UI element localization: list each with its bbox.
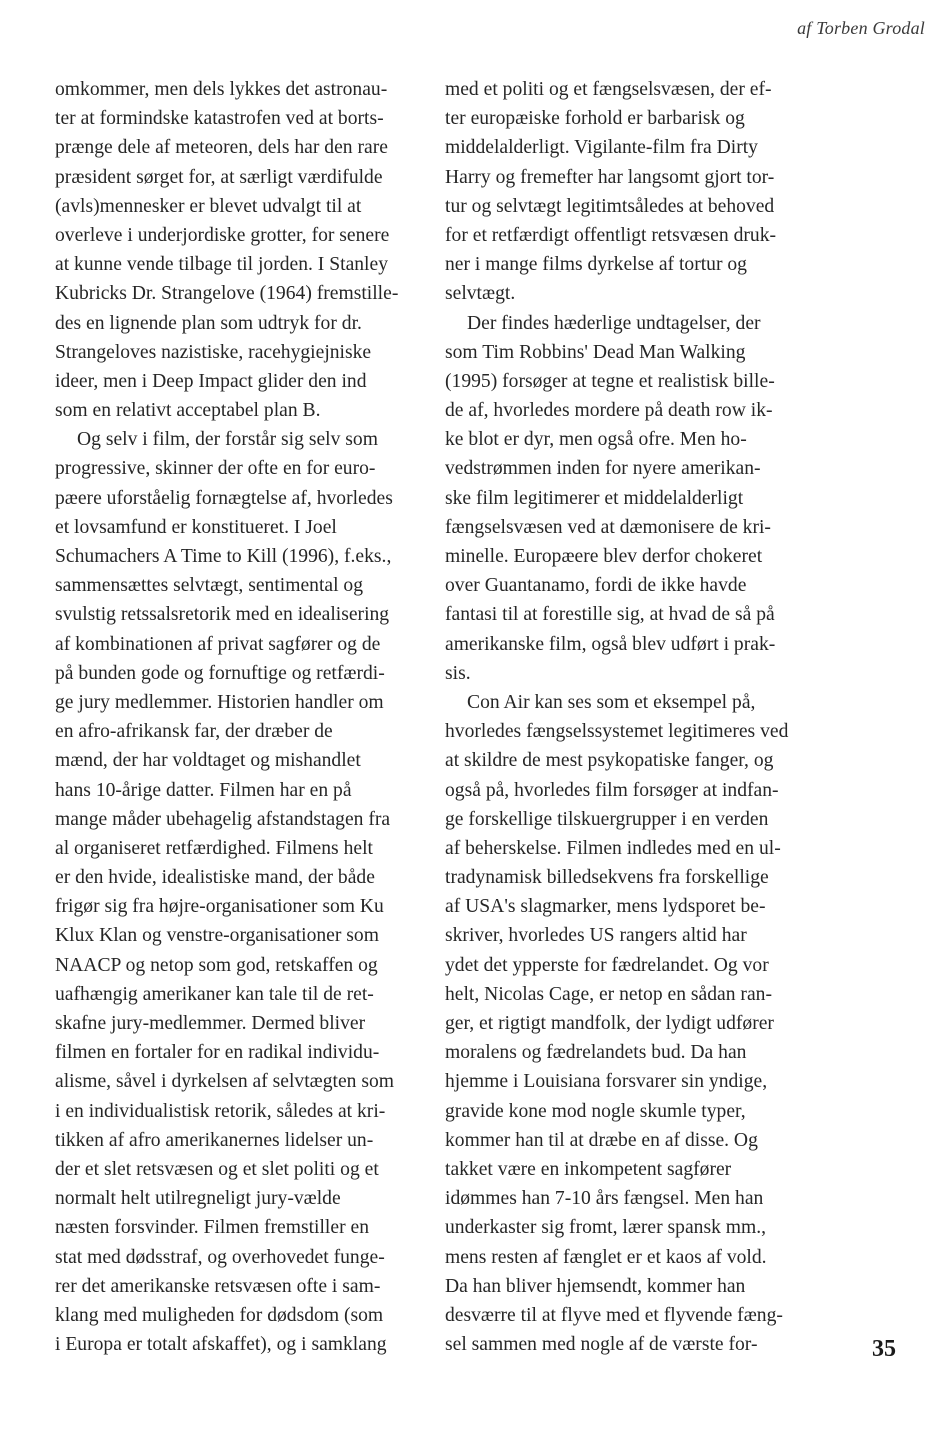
text-line: sel sammen med nogle af de værste for- (445, 1334, 758, 1356)
text-line: de af, hvorledes mordere på death row ik- (445, 400, 773, 422)
left-column (55, 75, 415, 1359)
text-line: af beherskelse. Filmen indledes med en ul- (445, 837, 781, 859)
text-line: af USA's slagmarker, mens lydsporet be- (445, 896, 766, 918)
text-line: normalt helt utilregneligt jury-vælde (55, 1188, 341, 1210)
text-line: over Guantanamo, fordi de ikke havde (445, 575, 747, 597)
text-line: al organiseret retfærdighed. Filmens helt (55, 837, 373, 859)
text-line: amerikanske film, også blev udført i prak- (445, 633, 776, 655)
text-line: Kubricks Dr. Strangelove (1964) fremstille- (55, 283, 399, 305)
text-line: tradynamisk billedsekvens fra forskellige (445, 867, 769, 889)
text-line: ter at formindske katastrofen ved at borts- (55, 108, 384, 130)
text-line: Og selv i film, der forstår sig selv som (77, 429, 378, 451)
text-line: ydet det ypperste for fædrelandet. Og vor (445, 954, 769, 976)
text-line: præsident sørget for, at særligt værdifulde (55, 166, 383, 188)
text-line: en afro-afrikansk far, der dræber de (55, 721, 333, 743)
text-line: ge forskellige tilskuergrupper i en verden (445, 808, 769, 830)
text-line: der et slet retsvæsen og et slet politi og et (55, 1158, 379, 1180)
text-line: alisme, såvel i dyrkelsen af selvtægten som (55, 1071, 395, 1093)
text-line: tur og selvtægt legitimtsåledes at behoved (445, 195, 775, 217)
text-line: NAACP og netop som god, retskaffen og (55, 954, 378, 976)
page-number: 35 (872, 1336, 896, 1362)
text-line: som Tim Robbins' Dead Man Walking (445, 341, 746, 363)
text-line: svulstig retssalsretorik med en idealisering (55, 604, 390, 626)
text-line: af kombinationen af privat sagfører og de (55, 633, 381, 655)
text-line: mænd, der har voldtaget og mishandlet (55, 750, 361, 772)
text-line: progressive, skinner der ofte en for euro- (55, 458, 376, 480)
text-line: et lovsamfund er konstitueret. I Joel (55, 516, 337, 538)
text-line: i Europa er totalt afskaffet), og i samklang (55, 1334, 387, 1356)
text-line: hvorledes fængselssystemet legitimeres ved (445, 721, 789, 743)
text-line: hans 10-årige datter. Filmen har en på (55, 779, 352, 801)
text-line: skriver, hvorledes US rangers altid har (445, 925, 747, 947)
text-line: des en lignende plan som udtryk for dr. (55, 312, 362, 334)
text-line: pæere uforståelig fornægtelse af, hvorledes (55, 487, 393, 509)
text-line: skafne jury-medlemmer. Dermed bliver (55, 1013, 366, 1034)
text-line: sammensættes selvtægt, sentimental og (55, 575, 364, 597)
text-line: Strangeloves nazistiske, racehygiejniske (55, 341, 372, 363)
text-line: Der findes hæderlige undtagelser, der (467, 312, 761, 334)
text-line: med et politi og et fængselsvæsen, der ef- (445, 79, 772, 100)
text-line: underkaster sig fromt, lærer spansk mm., (445, 1217, 767, 1239)
text-line: for et retfærdigt offentligt retsvæsen druk- (445, 224, 777, 246)
text-line: selvtægt. (445, 283, 516, 305)
text-line: fantasi til at forestille sig, at hvad de så på (445, 604, 775, 626)
text-line: i en individualistisk retorik, således at kri- (55, 1100, 386, 1122)
text-line: fængselsvæsen ved at dæmonisere de kri- (445, 516, 771, 538)
text-line: helt, Nicolas Cage, er netop en sådan ran- (445, 983, 772, 1005)
text-line: sis. (445, 662, 471, 684)
running-head: af Torben Grodal (797, 18, 925, 38)
text-line: er den hvide, idealistiske mand, der både (55, 867, 375, 889)
text-line: ger, et rigtigt mandfolk, der lydigt udfører (445, 1013, 774, 1034)
text-line: takket være en inkompetent sagfører (445, 1158, 732, 1180)
text-line: Da han bliver hjemsendt, kommer han (445, 1275, 746, 1297)
text-line: idømmes han 7-10 års fængsel. Men han (445, 1188, 764, 1210)
text-line: at skildre de mest psykopatiske fanger, og (445, 750, 774, 772)
text-line: mens resten af fænglet er et kaos af vold. (445, 1246, 767, 1268)
right-column (445, 75, 825, 1359)
text-line: mange måder ubehagelig afstandstagen fra (55, 808, 391, 830)
text-line: ske film legitimerer et middelalderligt (445, 487, 744, 509)
text-line: frigør sig fra højre-organisationer som Ku (55, 896, 384, 918)
text-line: som en relativt acceptabel plan B. (55, 400, 321, 422)
text-line: næsten forsvinder. Filmen fremstiller en (55, 1217, 369, 1239)
text-line: tikken af afro amerikanernes lidelser un- (55, 1129, 374, 1151)
text-line: vedstrømmen inden for nyere amerikan- (445, 458, 761, 480)
text-line: filmen en fortaler for en radikal individu- (55, 1042, 380, 1064)
text-line: ke blot er dyr, men også ofre. Men ho- (445, 429, 747, 451)
text-line: at kunne vende tilbage til jorden. I Stanley (55, 254, 388, 276)
text-line: ter europæiske forhold er barbarisk og (445, 108, 745, 130)
text-line: hjemme i Louisiana forsvarer sin yndige, (445, 1071, 768, 1093)
text-line: ner i mange films dyrkelse af tortur og (445, 254, 747, 276)
text-line: desværre til at flyve med et flyvende fæng- (445, 1304, 783, 1326)
text-line: gravide kone mod nogle skumle typer, (445, 1100, 746, 1122)
text-line: ideer, men i Deep Impact glider den ind (55, 370, 367, 392)
text-line: minelle. Europæere blev derfor chokeret (445, 546, 763, 567)
text-line: Con Air kan ses som et eksempel på, (467, 691, 756, 713)
text-line: uafhængig amerikaner kan tale til de ret- (55, 983, 374, 1005)
text-line: (1995) forsøger at tegne et realistisk bille- (445, 370, 775, 392)
text-line: rer det amerikanske retsvæsen ofte i sam- (55, 1275, 381, 1297)
text-line: ge jury medlemmer. Historien handler om (55, 691, 384, 713)
text-line: (avls)mennesker er blevet udvalgt til at (55, 195, 362, 217)
text-line: klang med muligheden for dødsdom (som (55, 1304, 384, 1326)
text-line: kommer han til at dræbe en af disse. Og (445, 1129, 758, 1151)
text-line: prænge dele af meteoren, dels har den rare (55, 137, 388, 159)
text-line: også på, hvorledes film forsøger at indfan- (445, 779, 779, 801)
text-line: omkommer, men dels lykkes det astronau- (55, 79, 388, 100)
text-line: stat med dødsstraf, og overhovedet funge- (55, 1246, 385, 1268)
text-line: overleve i underjordiske grotter, for senere (55, 224, 390, 246)
text-line: Klux Klan og venstre-organisationer som (55, 925, 379, 947)
text-line: moralens og fædrelandets bud. Da han (445, 1042, 747, 1064)
text-line: Harry og fremefter har langsomt gjort tor- (445, 166, 775, 188)
text-line: Schumachers A Time to Kill (1996), f.eks., (55, 546, 392, 567)
text-line: på bunden gode og fornuftige og retfærdi- (55, 662, 385, 684)
text-line: middelalderligt. Vigilante-film fra Dirty (445, 137, 758, 159)
